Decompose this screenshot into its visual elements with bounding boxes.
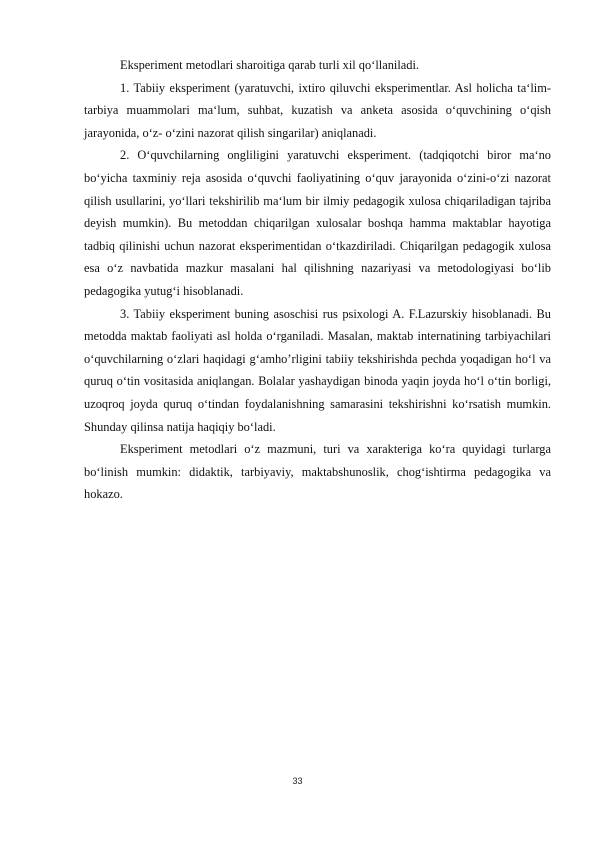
paragraph-consciousness-experiment: 2. O‘quvchilarning ongliligini yaratuvchi eksperiment. (tadqiqotchi biror ma‘no bo‘yicha taxminiy reja asosida o‘quvchi faoliyatining o‘quv jarayonida o‘zini-o‘zi nazorat qilish usullarini, yo‘llari tekshirilib ma‘lum bir ilmiy pedagogik xulosa chiqariladigan tajriba deyish mumkin). Bu metoddan chiqarilgan xulosalar boshqa hamma maktablar hayotiga tadbiq qilinishi uchun nazorat eksperimentidan o‘tkazdiriladi. Chiqarilgan pedagogik xulosa esa o‘z navbatida mazkur masalani hal qilishning nazariyasi va metodologiyasi bo‘lib pedagogika yutug‘i hisoblanadi. (84, 148, 551, 298)
paragraph-experiment-types: Eksperiment metodlari o‘z mazmuni, turi va xarakteriga ko‘ra quyidagi turlarga bo‘linish mumkin: didaktik, tarbiyaviy, maktabshunoslik, chog‘ishtirma pedagogika va hokazo. (84, 442, 551, 502)
paragraph-natural-experiment: 1. Tabiiy eksperiment (yaratuvchi, ixtiro qiluvchi eksperimentlar. Asl holicha ta‘lim-tarbiya muammolari ma‘lum, suhbat, kuzatish va anketa asosida o‘quvchining o‘qish jarayonida, o‘z- o‘zini nazorat qilish singarilar) aniqlanadi. (84, 80, 551, 140)
paragraph-intro: Eksperiment metodlari sharoitiga qarab turli xil qo‘llaniladi. (120, 58, 420, 72)
document-body (84, 54, 551, 506)
paragraph-lazurskiy-experiment: 3. Tabiiy eksperiment buning asoschisi rus psixologi A. F.Lazurskiy hisoblanadi. Bu metodda maktab faoliyati asl holda o‘rganiladi. Masalan, maktab internatining tarbiyachilari o‘quvchilarning o‘zlari haqidagi g‘amho’rligini tabiiy tekshirishda pechda yoqadigan ho‘l va quruq o‘tin vositasida aniqlangan. Bolalar yashaydigan binoda yaqin joyda ho‘l o‘tin borligi, uzoqroq joyda quruq o‘tindan foydalanishning samarasini tekshirishni ko‘rsatish mumkin. Shunday qilinsa natija haqiqiy bo‘ladi. (84, 306, 551, 434)
page-number: 33 (292, 776, 303, 786)
